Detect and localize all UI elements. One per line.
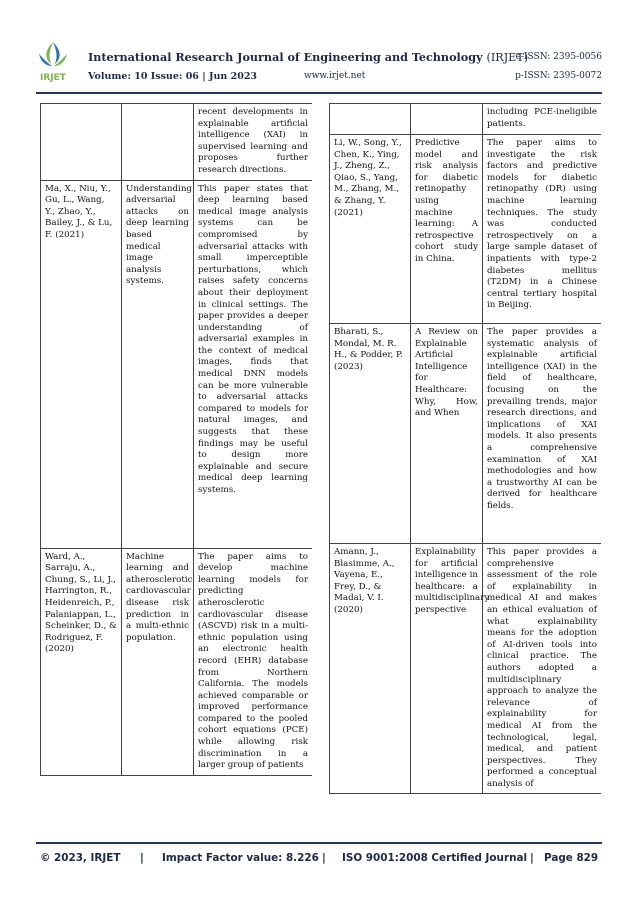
title-cell: Understanding adversarial attacks on deep learning based medical image analysis systems. [122,180,194,548]
table-row [330,104,602,135]
footer-separator: | [530,852,534,864]
title-cell: Explainability for artificial intelligence in healthcare: a multidisciplinary perspective [411,544,483,794]
table-row [41,548,313,775]
volume-issue: Volume: 10 Issue: 06 | Jun 2023 [88,71,258,82]
left-column [40,103,312,836]
summary-cell: including PCE-ineligible patients. [483,104,602,135]
footer-separator: | [140,852,144,864]
iso-certification: ISO 9001:2008 Certified Journal [342,852,528,864]
title-cell [411,104,483,135]
table-row [41,104,313,181]
table-row [41,180,313,548]
irjet-logo-icon [36,40,70,84]
authors-cell: Ward, A., Sarraju, A., Chung, S., Li, J., Harrington, R., Heidenreich, P., Palaniappan, L., Scheinker, D., & Rodriguez, F. (2020) [41,548,122,775]
authors-cell [41,104,122,181]
title-cell: Predictive model and risk analysis for diabetic retinopathy using machine learning: A retrospective cohort study in China. [411,135,483,324]
p-issn: p-ISSN: 2395-0072 [515,71,602,81]
authors-cell: Li, W., Song, Y., Chen, K., Ying, J., Zheng, Z., Qiao, S., Yang, M., Zhang, M., & Zhang, Y. (2021) [330,135,411,324]
authors-cell: Ma, X., Niu, Y., Gu, L., Wang, Y., Zhao, Y., Bailey, J., & Lu, F. (2021) [41,180,122,548]
table-row [330,135,602,324]
e-issn: e-ISSN: 2395-0056 [515,52,602,62]
summary-cell: This paper provides a comprehensive assessment of the role of explainability in medical AI and makes an ethical evaluation of what explainability means for the adoption of AI-driven tools into clinical practice. The authors adopted a multidisciplinary approach to analyze the relevance of explainability for medical AI from the technological, legal, medical, and patient perspectives. They performed a conceptual analysis of [483,544,602,794]
footer-separator: | [322,852,326,864]
right-column [329,103,601,836]
title-cell [122,104,194,181]
summary-cell: recent developments in explainable artificial intelligence (XAI) in supervised learning and proposes further research directions. [194,104,313,181]
table-row [330,324,602,544]
website-link[interactable]: www.irjet.net [304,71,366,81]
journal-header [36,40,602,88]
footer-rule [36,842,602,844]
table-row [330,544,602,794]
authors-cell: Bharati, S., Mondal, M. R. H., & Podder, P. (2023) [330,324,411,544]
copyright-text: © 2023, IRJET [40,852,121,864]
summary-cell: This paper states that deep learning based medical image analysis systems can be compromised by adversarial attacks with small imperceptible perturbations, which raises safety concerns about their deployment in clinical settings. The paper provides a deeper understanding of adversarial examples in the context of medical images, finds that medical DNN models can be more vulnerable to adversarial attacks compared to models for natural images, and suggests that these findings may be useful to design more explainable and secure medical deep learning systems. [194,180,313,548]
authors-cell [330,104,411,135]
title-cell: Machine learning and atherosclerotic cardiovascular disease risk prediction in a multi-ethnic population. [122,548,194,775]
summary-cell: The paper provides a systematic analysis of explainable artificial intelligence (XAI) in the field of healthcare, focusing on the prevailing trends, major research directions, and implications of XAI models. It also presents a comprehensive examination of XAI methodologies and how a trustworthy AI can be derived for healthcare fields. [483,324,602,544]
header-rule [36,92,602,94]
page-number: Page 829 [544,852,599,864]
logo-text: IRJET [40,73,66,83]
impact-factor: Impact Factor value: 8.226 [162,852,319,864]
literature-table-right [329,103,601,794]
literature-table-left [40,103,312,776]
journal-title: International Research Journal of Engineering and Technology (IRJET) [88,50,529,64]
title-cell: A Review on Explainable Artificial Intelligence for Healthcare: Why, How, and When [411,324,483,544]
authors-cell: Amann, J., Blasimme, A., Vayena, E., Frey, D., & Madai, V. I. (2020) [330,544,411,794]
summary-cell: The paper aims to develop machine learning models for predicting atherosclerotic cardiovascular disease (ASCVD) risk in a multi-ethnic population using an electronic health record (EHR) database from Northern California. The models achieved comparable or improved performance compared to the pooled cohort equations (PCE) while allowing risk discrimination in a larger group of patients [194,548,313,775]
summary-cell: The paper aims to investigate the risk factors and predictive models for diabetic retinopathy (DR) using machine learning techniques. The study was conducted retrospectively on a large sample dataset of inpatients with type-2 diabetes mellitus (T2DM) in a Chinese central tertiary hospital in Beijing. [483,135,602,324]
